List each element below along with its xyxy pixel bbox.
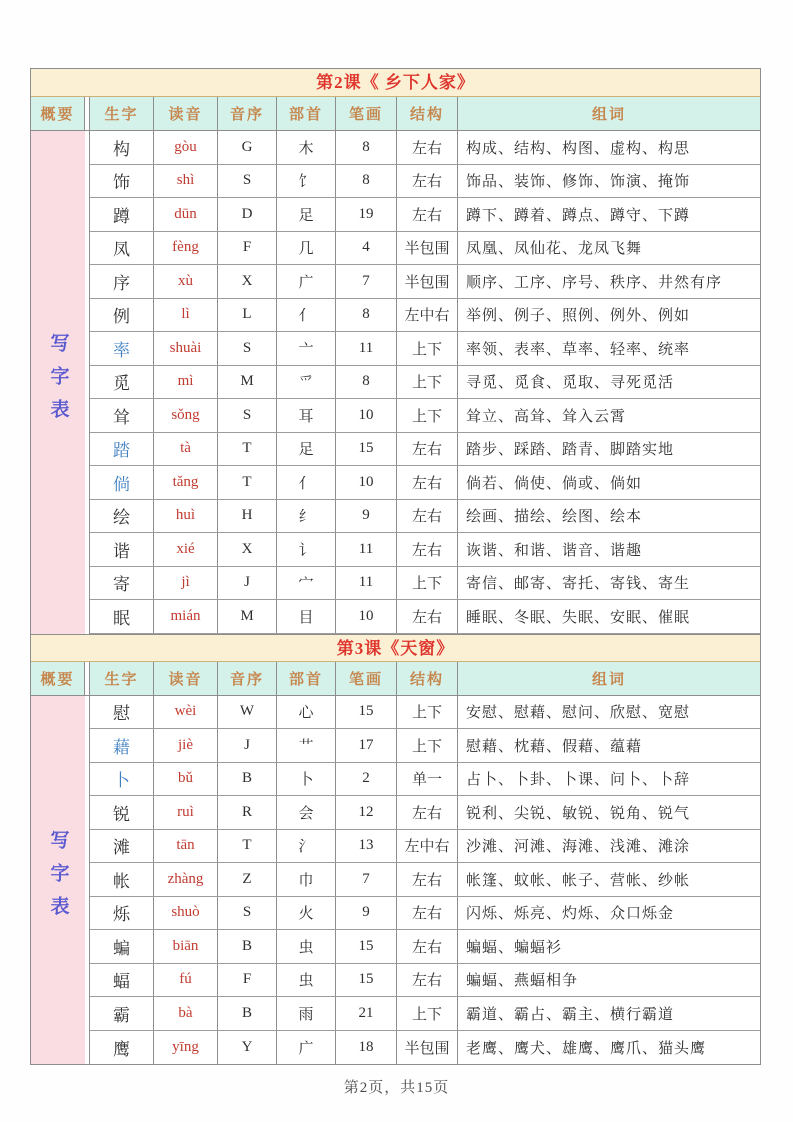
initial-cell: W <box>218 696 277 729</box>
pinyin-cell: shuài <box>154 332 218 365</box>
table-row <box>90 533 760 567</box>
words-cell: 蝙蝠、燕蝠相争 <box>466 973 579 990</box>
words-cell: 凤凰、凤仙花、龙凤飞舞 <box>466 241 643 258</box>
column-header-row <box>31 662 760 696</box>
char-cell: 蹲 <box>90 198 154 231</box>
char-cell: 烁 <box>90 897 154 930</box>
table-row <box>90 897 760 931</box>
strokes-cell: 12 <box>336 796 397 829</box>
header-initial: 音序 <box>218 97 277 130</box>
radical-cell: 火 <box>277 897 336 930</box>
radical-cell: 广 <box>277 1031 336 1065</box>
table-row <box>90 600 760 634</box>
words-cell: 沙滩、河滩、海滩、浅滩、滩涂 <box>466 839 691 856</box>
pinyin-cell: wèi <box>154 696 218 729</box>
header-pinyin: 读音 <box>154 97 218 130</box>
words-cell: 蝙蝠、蝙蝠衫 <box>466 939 563 956</box>
pinyin-cell: bà <box>154 997 218 1030</box>
radical-cell: 足 <box>277 198 336 231</box>
strokes-cell: 10 <box>336 600 397 633</box>
char-cell: 滩 <box>90 830 154 863</box>
initial-cell: R <box>218 796 277 829</box>
strokes-cell: 21 <box>336 997 397 1030</box>
pinyin-cell: dūn <box>154 198 218 231</box>
table-row <box>90 165 760 199</box>
strokes-cell: 17 <box>336 729 397 762</box>
initial-cell: B <box>218 763 277 796</box>
section-body <box>31 131 760 634</box>
table-row <box>90 729 760 763</box>
words-cell: 耸立、高耸、耸入云霄 <box>466 408 627 425</box>
pinyin-cell: zhàng <box>154 863 218 896</box>
header-overview: 概要 <box>31 662 85 695</box>
header-structure: 结构 <box>397 97 458 130</box>
initial-cell: S <box>218 897 277 930</box>
section-title: 第2课《 乡下人家》 <box>31 69 760 97</box>
radical-cell: 亻 <box>277 299 336 332</box>
strokes-cell: 11 <box>336 533 397 566</box>
sidebar-label: 写字表 <box>47 830 69 930</box>
char-cell: 蝠 <box>90 964 154 997</box>
structure-cell: 单一 <box>397 763 458 796</box>
table-row <box>90 567 760 601</box>
structure-cell: 左右 <box>397 600 458 633</box>
words-cell: 顺序、工序、序号、秩序、井然有序 <box>466 274 723 291</box>
words-cell: 锐利、尖锐、敏锐、锐角、锐气 <box>466 805 691 822</box>
initial-cell: S <box>218 332 277 365</box>
char-cell: 慰 <box>90 696 154 729</box>
radical-cell: 亻 <box>277 466 336 499</box>
words-cell: 寻觅、觅食、觅取、寻死觅活 <box>466 375 675 392</box>
header-radical: 部首 <box>277 97 336 130</box>
initial-cell: J <box>218 567 277 600</box>
table-row <box>90 299 760 333</box>
table-row <box>90 265 760 299</box>
strokes-cell: 15 <box>336 433 397 466</box>
pinyin-cell: mì <box>154 366 218 399</box>
pinyin-cell: yīng <box>154 1031 218 1065</box>
header-strokes: 笔画 <box>336 97 397 130</box>
radical-cell: 耳 <box>277 399 336 432</box>
char-cell: 觅 <box>90 366 154 399</box>
radical-cell: 虫 <box>277 930 336 963</box>
sidebar-label: 写字表 <box>47 332 69 432</box>
words-cell: 霸道、霸占、霸主、横行霸道 <box>466 1006 675 1023</box>
char-cell: 倘 <box>90 466 154 499</box>
char-cell: 帐 <box>90 863 154 896</box>
pinyin-cell: tān <box>154 830 218 863</box>
table-row <box>90 930 760 964</box>
pinyin-cell: shì <box>154 165 218 198</box>
table-row <box>90 433 760 467</box>
structure-cell: 左右 <box>397 131 458 164</box>
table-row <box>90 366 760 400</box>
structure-cell: 左右 <box>397 863 458 896</box>
pinyin-cell: tǎng <box>154 466 218 499</box>
words-cell: 占卜、卜卦、卜课、问卜、卜辞 <box>466 772 691 789</box>
strokes-cell: 15 <box>336 964 397 997</box>
radical-cell: 纟 <box>277 500 336 533</box>
column-header-row <box>31 97 760 131</box>
words-cell: 帐篷、蚊帐、帐子、营帐、纱帐 <box>466 872 691 889</box>
char-cell: 鹰 <box>90 1031 154 1065</box>
structure-cell: 左中右 <box>397 830 458 863</box>
header-initial: 音序 <box>218 662 277 695</box>
radical-cell: 会 <box>277 796 336 829</box>
pinyin-cell: jì <box>154 567 218 600</box>
words-cell: 慰藉、枕藉、假藉、蕴藉 <box>466 738 643 755</box>
initial-cell: B <box>218 930 277 963</box>
radical-cell: 爫 <box>277 366 336 399</box>
radical-cell: 氵 <box>277 830 336 863</box>
strokes-cell: 7 <box>336 863 397 896</box>
strokes-cell: 8 <box>336 299 397 332</box>
radical-cell: 雨 <box>277 997 336 1030</box>
words-cell: 蹲下、蹲着、蹲点、蹲守、下蹲 <box>466 207 691 224</box>
table-row <box>90 964 760 998</box>
char-cell: 踏 <box>90 433 154 466</box>
pinyin-cell: xù <box>154 265 218 298</box>
radical-cell: 饣 <box>277 165 336 198</box>
char-cell: 谐 <box>90 533 154 566</box>
initial-cell: F <box>218 232 277 265</box>
table-row <box>90 500 760 534</box>
char-cell: 例 <box>90 299 154 332</box>
header-strokes: 笔画 <box>336 662 397 695</box>
structure-cell: 左右 <box>397 165 458 198</box>
strokes-cell: 8 <box>336 366 397 399</box>
initial-cell: S <box>218 399 277 432</box>
strokes-cell: 11 <box>336 567 397 600</box>
structure-cell: 左右 <box>397 796 458 829</box>
pinyin-cell: jiè <box>154 729 218 762</box>
table-row <box>90 696 760 730</box>
strokes-cell: 15 <box>336 930 397 963</box>
char-cell: 凤 <box>90 232 154 265</box>
pinyin-cell: biān <box>154 930 218 963</box>
table-row <box>90 232 760 266</box>
strokes-cell: 2 <box>336 763 397 796</box>
lesson-section-3 <box>31 634 760 1065</box>
words-cell: 构成、结构、构图、虚构、构思 <box>466 140 691 157</box>
table-row <box>90 763 760 797</box>
pinyin-cell: lì <box>154 299 218 332</box>
initial-cell: Y <box>218 1031 277 1065</box>
initial-cell: F <box>218 964 277 997</box>
radical-cell: 心 <box>277 696 336 729</box>
radical-cell: 宀 <box>277 567 336 600</box>
page-number: 第2页，共15页 <box>343 1080 450 1096</box>
strokes-cell: 8 <box>336 165 397 198</box>
strokes-cell: 9 <box>336 897 397 930</box>
strokes-cell: 8 <box>336 131 397 164</box>
initial-cell: X <box>218 265 277 298</box>
pinyin-cell: tà <box>154 433 218 466</box>
structure-cell: 左右 <box>397 433 458 466</box>
radical-cell: 足 <box>277 433 336 466</box>
header-words: 组词 <box>591 107 626 123</box>
char-cell: 构 <box>90 131 154 164</box>
table-row <box>90 466 760 500</box>
strokes-cell: 19 <box>336 198 397 231</box>
words-cell: 诙谐、和谐、谐音、谐趣 <box>466 542 643 559</box>
structure-cell: 上下 <box>397 332 458 365</box>
pinyin-cell: mián <box>154 600 218 633</box>
section-body <box>31 696 760 1065</box>
pinyin-cell: huì <box>154 500 218 533</box>
initial-cell: S <box>218 165 277 198</box>
initial-cell: T <box>218 830 277 863</box>
strokes-cell: 9 <box>336 500 397 533</box>
radical-cell: 亠 <box>277 332 336 365</box>
header-structure: 结构 <box>397 662 458 695</box>
table-row <box>90 830 760 864</box>
radical-cell: 巾 <box>277 863 336 896</box>
initial-cell: H <box>218 500 277 533</box>
initial-cell: Z <box>218 863 277 896</box>
char-cell: 耸 <box>90 399 154 432</box>
char-cell: 蝙 <box>90 930 154 963</box>
char-cell: 寄 <box>90 567 154 600</box>
initial-cell: X <box>218 533 277 566</box>
words-cell: 举例、例子、照例、例外、例如 <box>466 308 691 325</box>
strokes-cell: 7 <box>336 265 397 298</box>
structure-cell: 上下 <box>397 696 458 729</box>
char-cell: 序 <box>90 265 154 298</box>
sidebar-writing-table <box>31 131 85 634</box>
table-row <box>90 796 760 830</box>
structure-cell: 左右 <box>397 533 458 566</box>
radical-cell: 讠 <box>277 533 336 566</box>
initial-cell: G <box>218 131 277 164</box>
pinyin-cell: gòu <box>154 131 218 164</box>
structure-cell: 左右 <box>397 198 458 231</box>
header-overview: 概要 <box>31 97 85 130</box>
initial-cell: T <box>218 466 277 499</box>
char-cell: 锐 <box>90 796 154 829</box>
structure-cell: 半包围 <box>397 232 458 265</box>
initial-cell: J <box>218 729 277 762</box>
strokes-cell: 18 <box>336 1031 397 1065</box>
char-cell: 卜 <box>90 763 154 796</box>
structure-cell: 左中右 <box>397 299 458 332</box>
radical-cell: 广 <box>277 265 336 298</box>
header-radical: 部首 <box>277 662 336 695</box>
structure-cell: 上下 <box>397 729 458 762</box>
char-cell: 霸 <box>90 997 154 1030</box>
structure-cell: 上下 <box>397 399 458 432</box>
table-row <box>90 997 760 1031</box>
strokes-cell: 13 <box>336 830 397 863</box>
pinyin-cell: bǔ <box>154 763 218 796</box>
strokes-cell: 11 <box>336 332 397 365</box>
words-cell: 绘画、描绘、绘图、绘本 <box>466 509 643 526</box>
structure-cell: 左右 <box>397 466 458 499</box>
words-cell: 饰品、装饰、修饰、饰演、掩饰 <box>466 174 691 191</box>
words-cell: 老鹰、鹰犬、雄鹰、鹰爪、猫头鹰 <box>466 1040 707 1057</box>
words-cell: 倘若、倘使、倘或、倘如 <box>466 475 643 492</box>
words-cell: 闪烁、烁亮、灼烁、众口烁金 <box>466 906 675 923</box>
char-cell: 眠 <box>90 600 154 633</box>
initial-cell: L <box>218 299 277 332</box>
table-row <box>90 332 760 366</box>
strokes-cell: 10 <box>336 466 397 499</box>
initial-cell: M <box>218 600 277 633</box>
pinyin-cell: sǒng <box>154 399 218 432</box>
header-words: 组词 <box>591 671 626 688</box>
char-cell: 饰 <box>90 165 154 198</box>
table-row <box>90 131 760 165</box>
header-character: 生字 <box>90 97 154 130</box>
table-row <box>90 198 760 232</box>
structure-cell: 上下 <box>397 997 458 1030</box>
header-character: 生字 <box>90 662 154 695</box>
pinyin-cell: ruì <box>154 796 218 829</box>
structure-cell: 半包围 <box>397 265 458 298</box>
radical-cell: 艹 <box>277 729 336 762</box>
structure-cell: 上下 <box>397 366 458 399</box>
words-cell: 踏步、踩踏、踏青、脚踏实地 <box>466 442 675 459</box>
strokes-cell: 4 <box>336 232 397 265</box>
lesson-section-2 <box>31 69 760 634</box>
pinyin-cell: fú <box>154 964 218 997</box>
words-cell: 寄信、邮寄、寄托、寄钱、寄生 <box>466 576 691 593</box>
structure-cell: 左右 <box>397 930 458 963</box>
pinyin-cell: xié <box>154 533 218 566</box>
radical-cell: 目 <box>277 600 336 633</box>
header-pinyin: 读音 <box>154 662 218 695</box>
table-row <box>90 1031 760 1065</box>
char-cell: 绘 <box>90 500 154 533</box>
initial-cell: M <box>218 366 277 399</box>
radical-cell: 卜 <box>277 763 336 796</box>
structure-cell: 上下 <box>397 567 458 600</box>
initial-cell: B <box>218 997 277 1030</box>
pinyin-cell: shuò <box>154 897 218 930</box>
section-title: 第3课《天窗》 <box>31 634 760 662</box>
char-cell: 藉 <box>90 729 154 762</box>
structure-cell: 半包围 <box>397 1031 458 1065</box>
structure-cell: 左右 <box>397 500 458 533</box>
words-cell: 安慰、慰藉、慰问、欣慰、宽慰 <box>466 705 691 722</box>
rows-container <box>90 696 760 1065</box>
structure-cell: 左右 <box>397 897 458 930</box>
words-cell: 率领、表率、草率、轻率、统率 <box>466 341 691 358</box>
radical-cell: 几 <box>277 232 336 265</box>
radical-cell: 虫 <box>277 964 336 997</box>
radical-cell: 木 <box>277 131 336 164</box>
sidebar-writing-table <box>31 696 85 1065</box>
initial-cell: T <box>218 433 277 466</box>
table-row <box>90 399 760 433</box>
words-cell: 睡眠、冬眠、失眠、安眠、催眠 <box>466 609 691 626</box>
rows-container <box>90 131 760 634</box>
char-cell: 率 <box>90 332 154 365</box>
strokes-cell: 10 <box>336 399 397 432</box>
pinyin-cell: fèng <box>154 232 218 265</box>
initial-cell: D <box>218 198 277 231</box>
strokes-cell: 15 <box>336 696 397 729</box>
structure-cell: 左右 <box>397 964 458 997</box>
vocab-table <box>30 68 761 1065</box>
table-row <box>90 863 760 897</box>
